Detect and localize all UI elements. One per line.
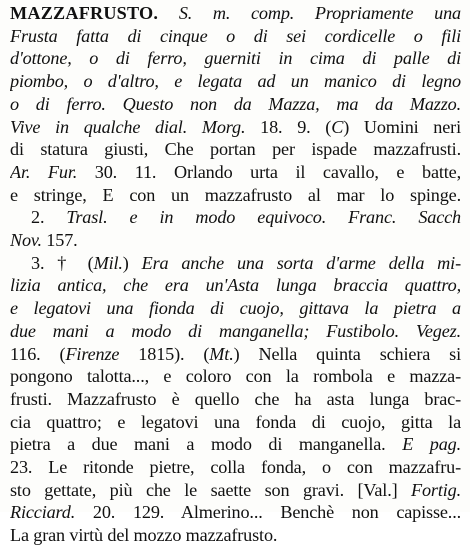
roman-text: ) (122, 252, 142, 273)
italic-text: Era anche una sorta d'arme della mi- (141, 252, 461, 273)
roman-text: La gran virtù del mozzo mazzafrusto. (10, 525, 278, 546)
italic-text: lizia antica, che era un'Asta lunga braccia quattro, (10, 275, 461, 296)
entry-line (10, 411, 461, 434)
entry-line (10, 365, 461, 388)
dictionary-entry-mazzafrusto (10, 2, 461, 547)
italic-text: e legatovi una fionda di cuojo, gittava la pietra a (10, 298, 461, 319)
entry-line (10, 47, 461, 70)
italic-text: Mt. (209, 343, 234, 364)
entry-line (10, 274, 461, 297)
entry-line (10, 479, 461, 502)
entry-line (10, 138, 461, 161)
entry-line (10, 206, 461, 229)
entry-line (10, 320, 461, 343)
italic-text: Nov. (10, 230, 42, 251)
italic-text: C (331, 116, 344, 137)
entry-line (10, 93, 461, 116)
italic-text: o di ferro. Questo non da Mazza, ma da Mazzo. (10, 93, 461, 114)
roman-text: 20. 129. Almerino... Benchè non capisse... (75, 502, 461, 523)
entry-line (10, 456, 461, 479)
headword: MAZZAFRUSTO. (10, 3, 159, 23)
italic-text: Ricciard. (10, 502, 76, 523)
italic-text: Frusta fatta di cinque o di sei cordicelle o fili (10, 25, 461, 46)
entry-line (10, 433, 461, 456)
italic-text: Fortig. (411, 479, 461, 500)
roman-text: pongono talotta..., e coloro con la rombola e mazza- (10, 366, 461, 387)
italic-text: Trasl. e in modo equivoco. Franc. Sacch (66, 207, 461, 228)
entry-line (10, 161, 461, 184)
entry-line (10, 297, 461, 320)
roman-text: 3. † ( (31, 252, 94, 273)
roman-text (158, 3, 179, 23)
entry-line (10, 70, 461, 93)
italic-text: Ar. Fur. (10, 161, 78, 182)
roman-text: 2. (31, 207, 67, 228)
entry-line (10, 501, 461, 524)
roman-text: 30. 11. Orlando urta il cavallo, e batte, (77, 161, 461, 182)
italic-text: due mani a modo di manganella; Fustibolo. Vegez. (10, 320, 461, 341)
italic-text: Vive in qualche dial. Morg. (10, 116, 246, 137)
roman-text: frusti. Mazzafrusto è quello che ha asta lunga brac- (10, 388, 461, 409)
roman-text: pietra a due mani a modo di manganella. (10, 434, 403, 455)
entry-line (10, 252, 461, 275)
roman-text: ) Uomini neri (343, 116, 461, 137)
roman-text: 1815). ( (119, 343, 210, 364)
italic-text: E pag. (402, 434, 461, 455)
roman-text: 116. ( (10, 343, 66, 364)
entry-line (10, 388, 461, 411)
italic-text: piombo, o d'altro, e legata ad un manico di legno (10, 71, 461, 92)
italic-text: S. m. comp. Propriamente una (178, 3, 461, 23)
roman-text: 23. Le ritonde pietre, colla fonda, o con mazzafru- (10, 457, 461, 478)
entry-line (10, 2, 461, 25)
entry-line (10, 524, 461, 547)
italic-text: Mil. (93, 252, 123, 273)
italic-text: Firenze (65, 343, 120, 364)
roman-text: 157. (41, 230, 78, 251)
italic-text: d'ottone, o di ferro, guerniti in cima di palle di (10, 48, 461, 69)
entry-line (10, 229, 461, 252)
roman-text: di statura giusti, Che portan per ispade mazzafrusti. (10, 139, 461, 160)
roman-text: cia quattro; e legatovi una fonda di cuojo, gitta la (10, 411, 461, 432)
entry-line (10, 25, 461, 48)
entry-line (10, 184, 461, 207)
roman-text: 18. 9. ( (245, 116, 332, 137)
roman-text: sto gettate, più che le saette son gravi. [Val.] (10, 479, 412, 500)
roman-text: e stringe, E con un mazzafrusto al mar lo spinge. (10, 184, 461, 205)
entry-line (10, 343, 461, 366)
entry-line (10, 116, 461, 139)
roman-text: ) Nella quinta schiera si (233, 343, 461, 364)
